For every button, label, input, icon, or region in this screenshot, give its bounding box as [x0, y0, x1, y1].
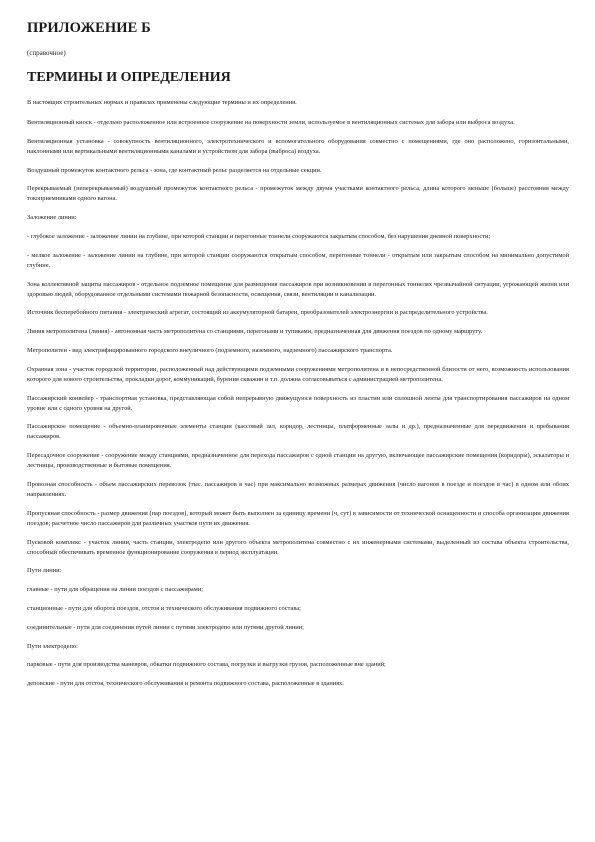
definition-paragraph: главные - пути для обращения на линии поездов с пассажирами; [27, 586, 204, 594]
definition-paragraph: станционные - пути для оборота поездов, отстоя и технического обслуживания подвижного состава; [27, 604, 301, 612]
definition-paragraph: Метрополитен - вид электрифицированного городского внеуличного (подземного, наземного, надземного) пассажирского транспорта. [27, 346, 393, 354]
definition-paragraph: Пути электродепо: [27, 642, 78, 650]
definition-paragraph: Источник бесперебойного питания - электрический агрегат, состоящий из аккумуляторной батареи, преобразователей электроэнергии и распределительного устройства. [27, 309, 488, 317]
definition-paragraph: Охранная зона - участок городской территории, расположенный над действующими подземными сооружениями метрополитена и в непосредственной близости от него, возможность использования которого для нового строительства, прокладки дорог, коммуникаций, бурения скважин и т.п. должна согласовываться с администрацией метрополитена. [27, 365, 569, 383]
definition-paragraph: - глубокое заложение - заложение линии на глубине, при которой станции и перегонные тоннели сооружаются закрытым способом, без нарушения дневной поверхности; [27, 232, 491, 240]
definition-paragraph: Вентиляционная установка - совокупность вентиляционного, электротехнического и вспомогательного оборудования совместно с помещениями, где оно расположено, горизонтальными, наклонными или вертикальными вентиляционными каналами и устройством для забора (выброса) воздуха. [27, 137, 569, 155]
intro-paragraph: В настоящих строительных нормах и правилах применены следующие термины и их определения. [27, 99, 297, 106]
definition-paragraph: - мелкое заложение - заложение линии на глубине, при которой станции сооружаются открытым способом, перегонные тоннели - открытым или закрытым способом на минимально допустимой глубине. [27, 251, 569, 269]
definition-paragraph: соединительные - пути для соединения путей линии с путями электродепо или путями другой линии; [27, 623, 304, 631]
section-title: ТЕРМИНЫ И ОПРЕДЕЛЕНИЯ [27, 70, 231, 85]
definition-paragraph: Пассажирский конвейер - транспортная установка, представляющая собой непрерывную движущуюся поверхность из пластин или сплошной ленты для транспортирования пассажиров на одном уровне или с одного уровня на другой. [27, 394, 569, 412]
definition-paragraph: Пусковой комплекс - участок линии, часть станции, электродепо или другого объекта метрополитена совместно с их инженерными системами, выделенный из состава объекта строительства, способный обеспечивать временное функционирование сооружения в период эксплуатации. [27, 538, 569, 556]
definition-paragraph: Воздушный промежуток контактного рельса - зона, где контактный рельс разделяется на отдельные секции. [27, 166, 322, 174]
definitions-body [27, 98, 569, 689]
definition-paragraph: Перекрываемый (неперекрываемый) воздушный промежуток контактного рельса - промежуток между двумя участками контактного рельса, длина которого меньше (больше) расстояния между токоприемниками одного вагона. [27, 185, 569, 203]
definition-paragraph: деповские - пути для отстоя, технического обслуживания и ремонта подвижного состава, расположенные в зданиях. [27, 680, 344, 688]
definition-paragraph: Пассажирское помещение - объемно-планировочные элементы станции (кассовый зал, коридор, лестницы, платформенные залы и др.), предназначенные для передвижения и пребывания пассажиров. [27, 423, 569, 441]
definition-paragraph: Пропускная способность - размер движения (пар поездов), который может быть выполнен за единицу времени (ч, сут) в зависимости от технической оснащенности и способа организации движения поездов; расчетное число пассажиров для различных участков пути их движения. [27, 509, 569, 527]
definition-paragraph: парковые - пути для производства маневров, обкатки подвижного состава, погрузки и выгрузки грузов, расположенные вне зданий; [27, 661, 386, 669]
definition-paragraph: Вентиляционный киоск - отдельно расположенное или встроенное сооружение на поверхности земли, используемое в вентиляционных системах для забора или выброса воздуха. [27, 119, 515, 126]
definition-paragraph: Заложение линии: [27, 214, 77, 222]
appendix-title: ПРИЛОЖЕНИЕ Б [27, 20, 151, 36]
definition-paragraph: Зона коллективной защиты пассажиров - отдельное подземное помещение для размещения пассажиров при возникновении в перегонных тоннелях чрезвычайной ситуации, угрожающей жизни или здоровью людей, оборудованное отдельными системами пожарной безопасности, освещения, связи, вентиляции и канализации. [27, 280, 569, 298]
definition-paragraph: Пути линии: [27, 567, 62, 575]
appendix-subtitle: (справочное) [27, 49, 66, 57]
definition-paragraph: Пересадочное сооружение - сооружение между станциями, предназначенное для перехода пассажиров с одной станции на другую, включающее пассажирские помещения (коридоры), эскалаторы и лестницы, производственные и бытовые помещения. [27, 452, 569, 470]
document-page [27, 20, 569, 698]
definition-paragraph: Линия метрополитена (линия) - автономная часть метрополитена со станциями, перегонами и тупиками, предназначенная для движения поездов по одному маршруту. [27, 328, 483, 336]
definition-paragraph: Провозная способность - объем пассажирских перевозок (тыс. пассажиров в час) при максимально возможных размерах движения (число вагонов в поезде и поездов в час) в одном или обоих направлениях. [27, 480, 569, 498]
